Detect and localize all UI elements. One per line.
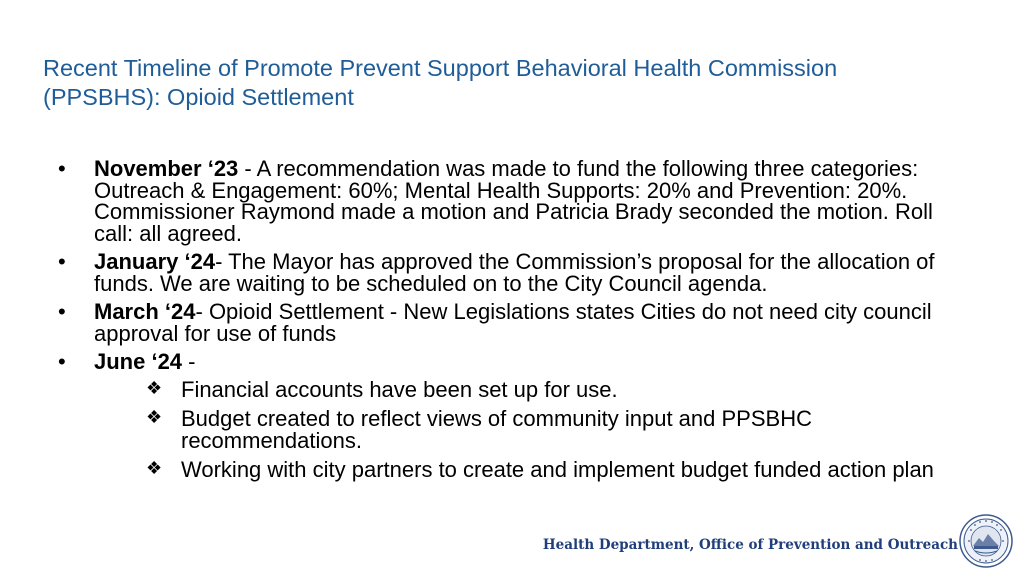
timeline-date: March ‘24 — [94, 299, 196, 324]
timeline-item-november-23 — [58, 158, 958, 244]
june-sub-list — [146, 376, 958, 482]
slide-title — [43, 54, 983, 112]
sub-item — [146, 408, 958, 451]
timeline-text: - A recommendation was made to fund the following three categories: Outreach & Engagement: 60%; Mental Health Supports: 20% and Prevention: 20%. Commissioner Raymond made a motion and Patricia Brady seconded the motion. Roll call: all agreed. — [94, 156, 933, 246]
title-line-1: Recent Timeline of Promote Prevent Support Behavioral Health Commission — [43, 55, 838, 81]
timeline-item-march-24 — [58, 301, 958, 344]
timeline-list — [58, 158, 958, 489]
bullet-icon: • — [58, 349, 66, 374]
timeline-text: - — [182, 349, 196, 374]
sub-item-text: Budget created to reflect views of community input and PPSBHC recommendations. — [181, 406, 812, 453]
diamond-bullet-icon: ❖ — [146, 407, 163, 427]
timeline-date: January ‘24 — [94, 249, 216, 274]
sub-item-text: Working with city partners to create and implement budget funded action plan — [181, 457, 934, 482]
bullet-icon: • — [58, 299, 66, 324]
timeline-date: November ‘23 — [94, 156, 239, 181]
sub-item — [146, 376, 958, 402]
timeline-item-june-24 — [58, 351, 958, 481]
timeline-text: - Opioid Settlement - New Legislations states Cities do not need city council approval for use of funds — [94, 299, 932, 346]
timeline-date: June ‘24 — [94, 349, 183, 374]
timeline-item-january-24 — [58, 251, 958, 294]
footer-department-label: Health Department, Office of Prevention and Outreach — [542, 537, 958, 553]
sub-item-text: Financial accounts have been set up for use. — [181, 376, 618, 402]
bullet-icon: • — [58, 249, 66, 274]
diamond-bullet-icon: ❖ — [146, 377, 163, 398]
bullet-icon: • — [58, 156, 66, 181]
title-line-2: (PPSBHS): Opioid Settlement — [43, 84, 354, 110]
city-seal-icon — [959, 514, 1013, 568]
timeline-text: - The Mayor has approved the Commission’s proposal for the allocation of funds. We are waiting to be scheduled on to the City Council agenda. — [94, 249, 935, 296]
sub-item — [146, 459, 958, 481]
diamond-bullet-icon: ❖ — [146, 458, 163, 478]
